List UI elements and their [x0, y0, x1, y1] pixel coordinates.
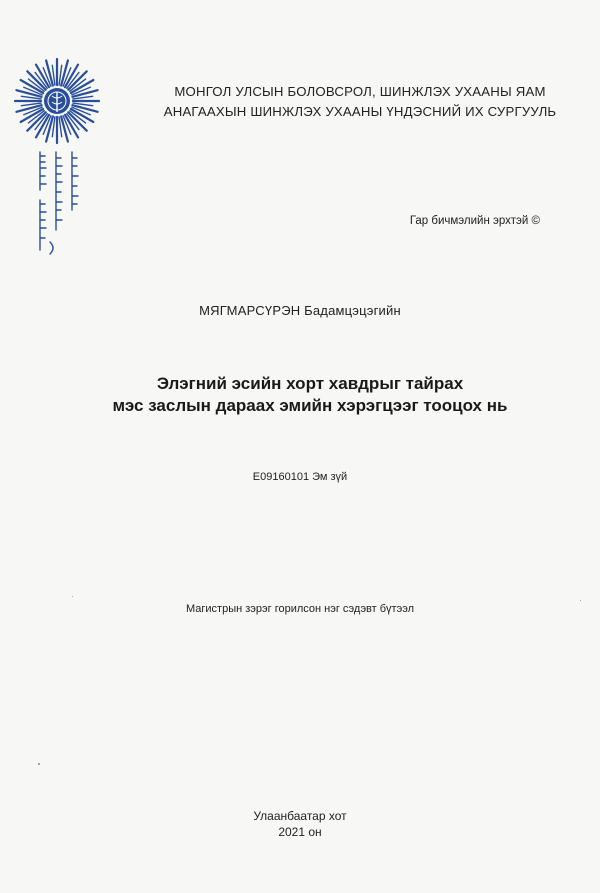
ministry-header: [140, 82, 580, 122]
thesis-title-line-1: Элэгний эсийн хорт хавдрыг тайрах: [156, 374, 464, 393]
program-code: E09160101 Эм зүй: [252, 471, 348, 483]
university-name: АНАГААХЫН ШИНЖЛЭХ УХААНЫ ҮНДЭСНИЙ ИХ СУРГУУЛЬ: [163, 104, 557, 119]
degree-statement: Магистрын зэрэг горилсон нэг сэдэвт бүтээл: [186, 603, 414, 615]
ministry-name: МОНГОЛ УЛСЫН БОЛОВСРОЛ, ШИНЖЛЭХ УХААНЫ ЯАМ: [174, 84, 546, 99]
scan-speck: [580, 600, 581, 601]
author-name: МЯГМАРСҮРЭН Бадамцэцэгийн: [199, 303, 401, 318]
copyright-notice: Гар бичмэлийн эрхтэй ©: [409, 215, 540, 227]
year: 2021 он: [278, 825, 322, 839]
mongolian-script-emblem: [30, 150, 100, 260]
thesis-title: [60, 373, 560, 417]
place: Улаанбаатар хот: [253, 809, 347, 823]
scan-speck: [72, 596, 73, 597]
thesis-title-line-2: мэс заслын дараах эмийн хэрэгцээг тооцох нь: [112, 396, 508, 415]
scan-speck: [38, 763, 40, 765]
place-and-year: [0, 808, 600, 840]
university-logo-icon: [12, 56, 102, 146]
